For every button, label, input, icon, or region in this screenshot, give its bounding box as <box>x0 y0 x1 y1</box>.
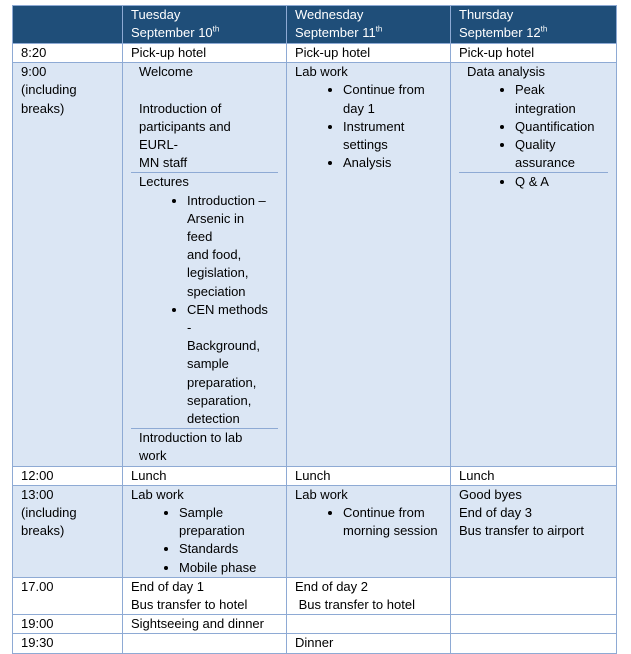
time-note: (including <box>21 82 77 98</box>
row-1300 <box>13 485 617 577</box>
time-cell: 17.00 <box>13 577 123 614</box>
schedule-table <box>12 5 617 654</box>
header-row <box>13 6 617 44</box>
intro-lab-block: Introduction to lab work <box>131 428 278 465</box>
time-cell: 19:30 <box>13 634 123 653</box>
wednesday-date: September 11 <box>295 25 376 41</box>
tuesday-date-suffix: th <box>212 24 220 34</box>
time-cell <box>13 485 123 577</box>
block-line: Good byes <box>459 486 522 502</box>
thursday-label: Thursday <box>459 7 514 22</box>
list-item: • Instrument settings <box>343 118 442 154</box>
time-cell: 19:00 <box>13 615 123 634</box>
block-line: Introduction of <box>139 100 222 116</box>
block-line: MN staff <box>139 155 188 171</box>
tuesday-cell: Lunch <box>123 466 287 485</box>
wednesday-cell: Lunch <box>287 466 451 485</box>
thursday-cell <box>451 615 617 634</box>
tuesday-cell <box>123 577 287 614</box>
welcome-block <box>131 63 278 172</box>
block-line: Bus transfer to airport <box>459 523 584 539</box>
block-title: Lectures <box>139 174 189 190</box>
thursday-cell <box>451 634 617 653</box>
wednesday-cell: Dinner <box>287 634 451 653</box>
wednesday-cell <box>287 63 451 466</box>
block-title: Lab work <box>295 486 348 502</box>
row-1700 <box>13 577 617 614</box>
thursday-cell <box>451 63 617 466</box>
time-cell: 8:20 <box>13 44 123 63</box>
list-item: • Analysis <box>343 154 442 172</box>
lectures-list <box>139 192 270 429</box>
wednesday-cell <box>287 577 451 614</box>
lectures-block <box>131 172 278 428</box>
data-analysis-block <box>459 63 608 172</box>
time-value: 9:00 <box>21 64 47 80</box>
wednesday-cell <box>287 615 451 634</box>
header-tuesday <box>123 6 287 44</box>
thursday-cell <box>451 577 617 614</box>
thursday-date-suffix: th <box>540 24 548 34</box>
tuesday-cell: Pick-up hotel <box>123 44 287 63</box>
block-line: End of day 3 <box>459 505 532 521</box>
lab-work-list <box>295 81 442 172</box>
block-title: Welcome <box>139 64 193 80</box>
tuesday-cell <box>123 63 287 466</box>
list-item: • Quality assurance <box>515 136 600 172</box>
list-item: • Q & A <box>515 173 600 191</box>
tuesday-label: Tuesday <box>131 7 181 22</box>
wednesday-cell: Pick-up hotel <box>287 44 451 63</box>
time-value: 13:00 <box>21 486 54 502</box>
block-line: End of day 1 <box>131 578 204 594</box>
wednesday-date-suffix: th <box>375 24 383 34</box>
thursday-cell <box>451 485 617 577</box>
data-analysis-list <box>467 81 600 172</box>
row-0900 <box>13 63 617 466</box>
wednesday-cell <box>287 485 451 577</box>
list-item: • Sample preparation <box>179 504 278 540</box>
block-line: participants and EURL- <box>139 118 231 152</box>
lab-work-list <box>295 504 442 540</box>
thursday-cell: Pick-up hotel <box>451 44 617 63</box>
list-item: • Quantification <box>515 118 600 136</box>
thursday-cell: Lunch <box>451 466 617 485</box>
tuesday-cell: Sightseeing and dinner <box>123 615 287 634</box>
time-note: breaks) <box>21 100 65 116</box>
thursday-date: September 12 <box>459 25 541 41</box>
header-wednesday <box>287 6 451 44</box>
qa-block <box>459 172 608 191</box>
tuesday-cell <box>123 485 287 577</box>
tuesday-date: September 10 <box>131 25 213 41</box>
time-cell: 12:00 <box>13 466 123 485</box>
list-item: • CEN methods - Background, sample preparation, separation, detection <box>187 301 270 428</box>
row-1930 <box>13 634 617 653</box>
time-cell <box>13 63 123 466</box>
block-line: End of day 2 <box>295 578 368 594</box>
qa-list <box>467 173 600 191</box>
block-title: Lab work <box>295 64 348 80</box>
wednesday-label: Wednesday <box>295 7 364 22</box>
block-line: Bus transfer to hotel <box>295 597 415 613</box>
block-title: Data analysis <box>467 64 546 80</box>
time-note: (including <box>21 505 77 521</box>
row-1200 <box>13 466 617 485</box>
row-0820 <box>13 44 617 63</box>
list-item: • Standards <box>179 540 278 558</box>
time-note: breaks) <box>21 523 65 539</box>
tuesday-cell <box>123 634 287 653</box>
list-item: • Mobile phase <box>179 559 278 577</box>
list-item: • Peak integration <box>515 81 600 117</box>
lab-work-list <box>131 504 278 577</box>
header-time-cell <box>13 6 123 44</box>
list-item: • Introduction – Arsenic in feed and food, legislation, speciation <box>187 192 270 301</box>
block-line: Bus transfer to hotel <box>131 597 248 613</box>
row-1900 <box>13 615 617 634</box>
schedule-container <box>12 5 617 654</box>
header-thursday <box>451 6 617 44</box>
list-item: • Continue from morning session <box>343 504 442 540</box>
list-item: • Continue from day 1 <box>343 81 442 117</box>
block-title: Lab work <box>131 486 184 502</box>
